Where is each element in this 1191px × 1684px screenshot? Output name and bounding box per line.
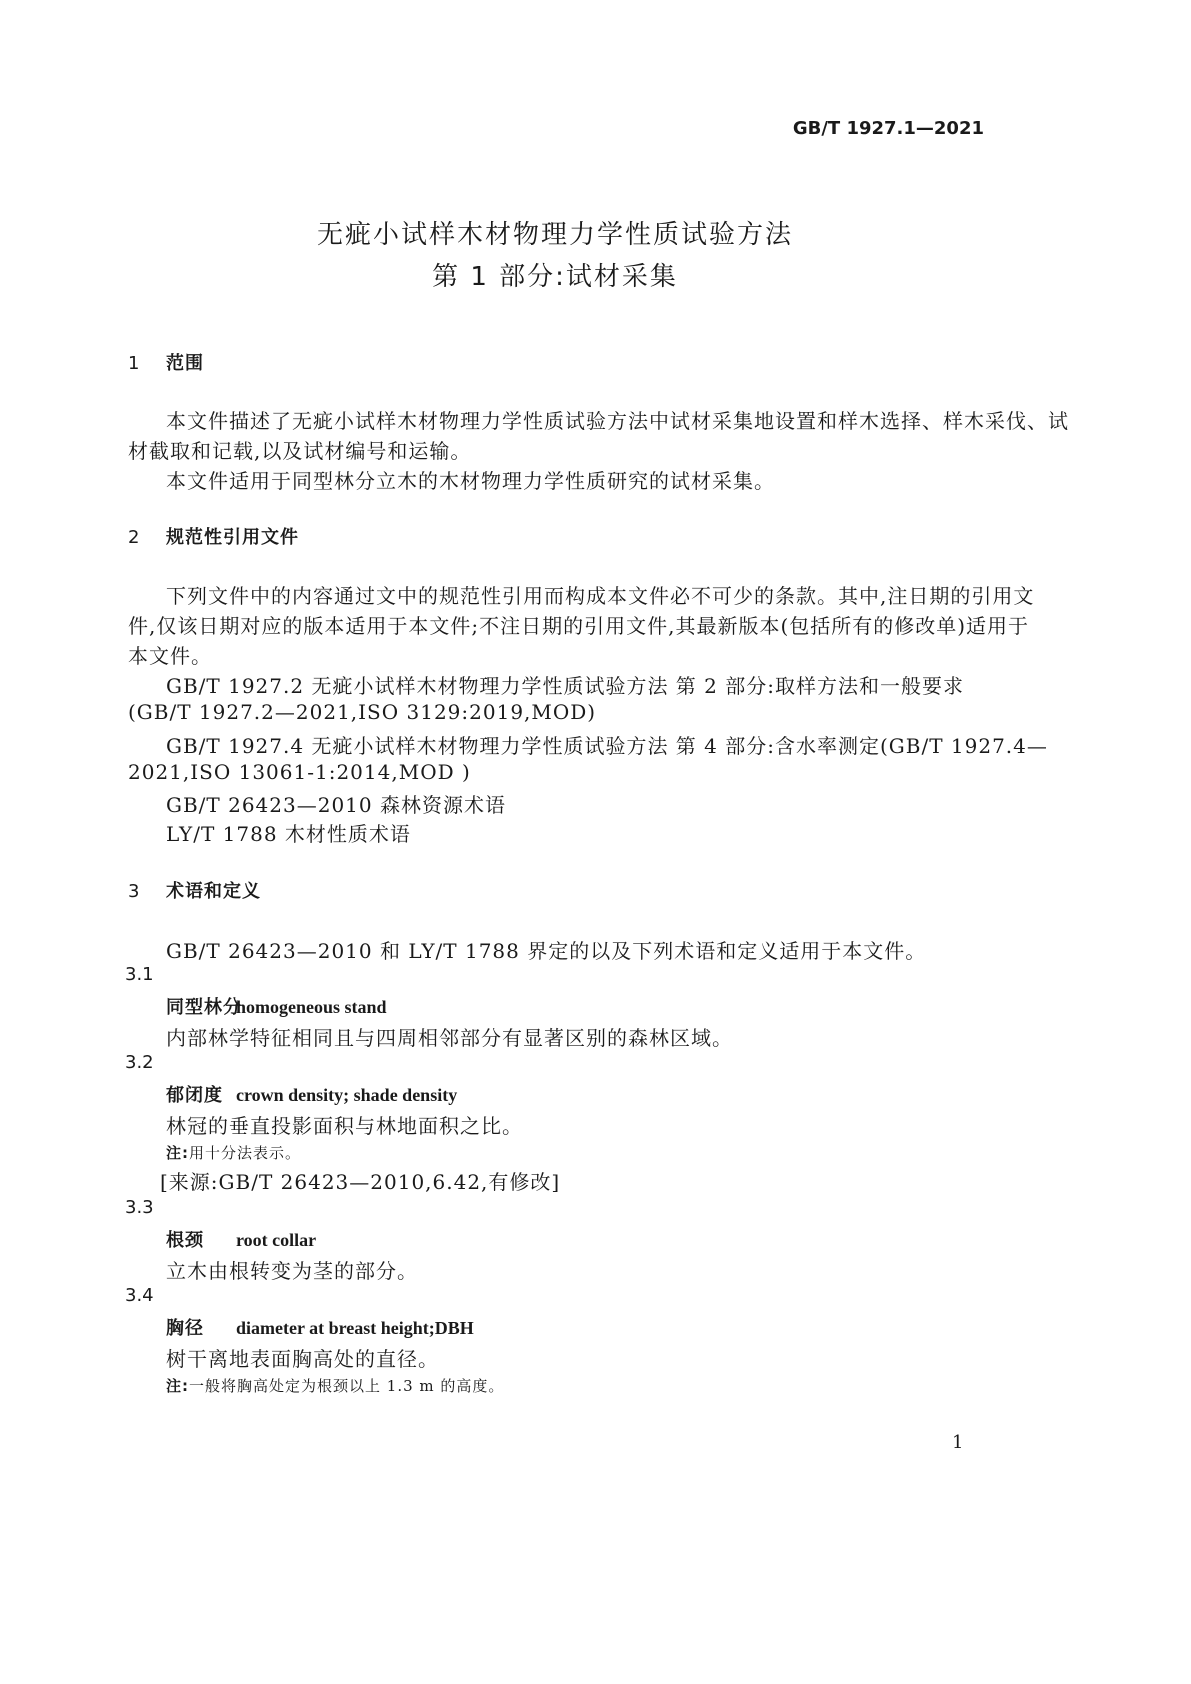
term-number: 3.4 [125,1285,154,1306]
section-title: 术语和定义 [166,881,261,902]
paragraph-line: 材截取和记载,以及试材编号和运输。 [128,439,472,463]
term-en: root collar [236,1230,317,1250]
reference-line: GB/T 1927.4 无疵小试样木材物理力学性质试验方法 第 4 部分:含水率测定(GB/T 1927.4— [166,734,1048,758]
paragraph-line: 件,仅该日期对应的版本适用于本文件;不注日期的引用文件,其最新版本(包括所有的修改单)适用于 [128,614,1030,638]
paragraph-line: 本文件适用于同型林分立木的木材物理力学性质研究的试材采集。 [166,469,775,493]
term-source: [来源:GB/T 26423—2010,6.42,有修改] [160,1170,561,1194]
reference-line: LY/T 1788 木材性质术语 [166,822,411,846]
note-label: 注: [166,1377,189,1395]
term-zh: 同型林分 [166,997,242,1018]
term-entry [166,1226,316,1252]
term-number: 3.1 [125,964,154,985]
reference-line: 2021,ISO 13061-1:2014,MOD ) [128,760,471,784]
section-number: 2 [128,527,141,548]
paragraph-line: 下列文件中的内容通过文中的规范性引用而构成本文件必不可少的条款。其中,注日期的引用文 [166,584,1035,608]
term-entry [166,1081,457,1107]
note-text: 一般将胸高处定为根颈以上 1.3 m 的高度。 [189,1377,505,1395]
section-2-heading [128,523,299,549]
doc-title-line1: 无疵小试样木材物理力学性质试验方法 [316,220,793,250]
reference-line: GB/T 1927.2 无疵小试样木材物理力学性质试验方法 第 2 部分:取样方法和一般要求 [166,674,964,698]
term-zh: 郁闭度 [166,1085,223,1106]
term-entry [166,993,387,1019]
term-entry [166,1314,474,1340]
doc-title-line2: 第 1 部分:试材采集 [432,262,678,292]
term-definition: 树干离地表面胸高处的直径。 [166,1347,439,1371]
term-en: diameter at breast height;DBH [236,1318,474,1338]
term-en: homogeneous stand [236,997,387,1017]
section-title: 规范性引用文件 [166,527,299,548]
paragraph-line: 本文件描述了无疵小试样木材物理力学性质试验方法中试材采集地设置和样木选择、样木采伐、试 [166,409,1069,433]
term-zh: 根颈 [166,1230,204,1251]
term-number: 3.3 [125,1197,154,1218]
term-definition: 立木由根转变为茎的部分。 [166,1259,418,1283]
note-label: 注: [166,1144,189,1162]
section-3-heading [128,877,261,903]
note-text: 用十分法表示。 [189,1144,302,1162]
section-number: 1 [128,353,141,374]
paragraph-line: 本文件。 [128,644,212,668]
page-number: 1 [952,1432,964,1453]
section-number: 3 [128,881,141,902]
term-number: 3.2 [125,1052,154,1073]
section-1-heading [128,349,204,375]
term-zh: 胸径 [166,1318,204,1339]
section-title: 范围 [166,353,204,374]
term-definition: 内部林学特征相同且与四周相邻部分有显著区别的森林区域。 [166,1026,733,1050]
standard-code: GB/T 1927.1—2021 [792,118,984,139]
term-en: crown density; shade density [236,1085,458,1105]
term-definition: 林冠的垂直投影面积与林地面积之比。 [166,1114,523,1138]
reference-line: (GB/T 1927.2—2021,ISO 3129:2019,MOD) [128,700,597,724]
term-note [166,1375,504,1396]
reference-line: GB/T 26423—2010 森林资源术语 [166,793,506,817]
paragraph-line: GB/T 26423—2010 和 LY/T 1788 界定的以及下列术语和定义适用于本文件。 [166,939,927,963]
term-note [166,1142,301,1163]
